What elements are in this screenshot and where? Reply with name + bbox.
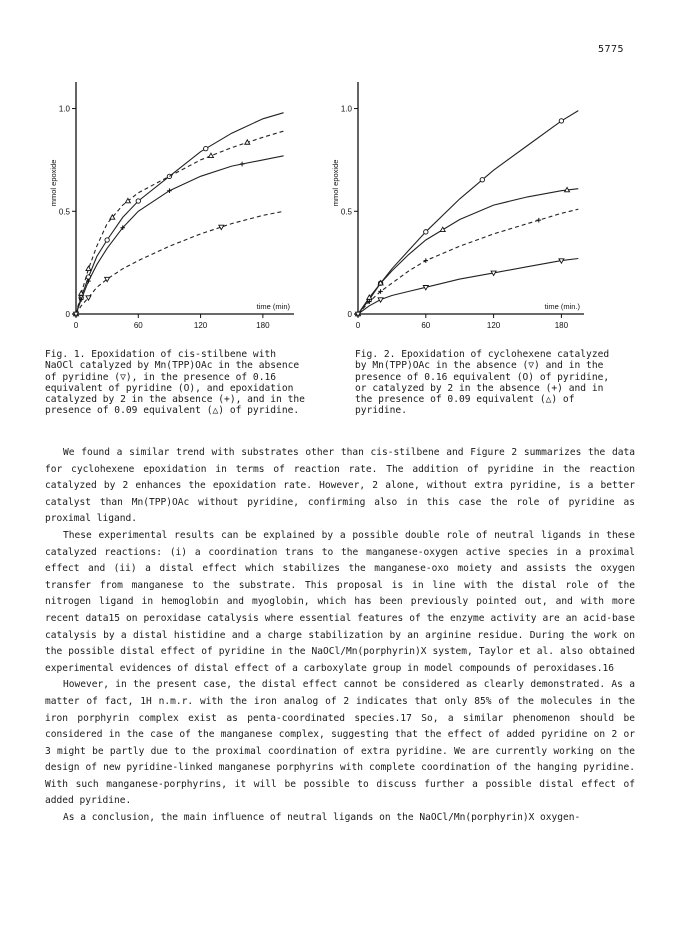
paragraph-4: As a conclusion, the main influence of neutral ligands on the NaOCl/Mn(porphyrin)X oxygen- <box>63 812 581 824</box>
marker-nabla <box>219 225 224 229</box>
series-line-plus <box>358 209 578 314</box>
series-line-nabla <box>76 211 284 314</box>
y-tick-label: 1.0 <box>340 104 352 114</box>
marker-nabla <box>378 298 383 302</box>
figure-1-caption: Fig. 1. Epoxidation of cis-stilbene with NaOCl catalyzed by Mn(TPP)OAc in the absence of pyridine (▽), in the presence of 0.16 equivalent of pyridine (O), and epoxidation catalyzed by 2 in the absence (+), and in the presence of 0.09 equivalent (△) of pyridine. <box>45 349 305 417</box>
marker-triangle <box>208 153 213 157</box>
series-line-plus <box>76 156 284 314</box>
marker-circle <box>204 146 208 150</box>
x-tick-label: 0 <box>73 321 79 330</box>
figure-1-chart <box>34 76 304 346</box>
series-line-triangle <box>76 131 284 314</box>
series-line-triangle <box>358 189 578 314</box>
marker-nabla <box>559 259 564 263</box>
body-text <box>45 445 635 827</box>
marker-triangle <box>565 187 570 191</box>
x-tick-label: 180 <box>554 321 569 330</box>
marker-plus <box>537 218 542 223</box>
x-tick-label: 120 <box>486 321 501 330</box>
marker-circle <box>480 178 484 182</box>
marker-nabla <box>86 296 91 300</box>
marker-nabla <box>423 285 428 289</box>
x-tick-label: 60 <box>133 321 143 330</box>
x-axis-label: time (min.) <box>544 302 580 311</box>
page-number: 5775 <box>598 44 625 55</box>
y-tick-label: 1.0 <box>58 104 70 114</box>
series-line-circle <box>76 113 284 314</box>
y-axis-label: mmol epoxide <box>331 159 340 207</box>
paragraph-2: These experimental results can be explained by a possible double role of neutral ligands in these catalyzed reactions: (i) a coordination trans to the manganese-oxygen active species in a proximal effect and (ii) a distal effect which stabilizes the manganese-oxo moiety and assists the oxygen transfer from manganese to the substrate. This proposal is in line with the distal role of the nitrogen ligand in hemoglobin and myoglobin, which has been previously pointed out, and with more recent data15 on peroxidase catalysis where essential features of the enzyme activity are an acid-base catalysis by a distal histidine and a charge stabilization by an arginine residue. During the work on the possible distal effect of pyridine in the NaOCl/Mn(porphyrin)X system, Taylor et al. also obtained experimental evidences of distal effect of a carboxylate group in model compounds of peroxidases.16 <box>45 529 635 674</box>
marker-triangle <box>86 266 91 270</box>
marker-plus <box>240 162 245 167</box>
y-axis-label: mmol epoxide <box>49 159 58 207</box>
y-tick-label: 0 <box>65 310 70 319</box>
x-axis-label: time (min) <box>256 302 290 311</box>
marker-circle <box>559 119 563 123</box>
x-tick-label: 60 <box>421 321 431 330</box>
marker-triangle <box>440 227 445 231</box>
x-tick-label: 180 <box>256 321 270 330</box>
figure-2-caption: Fig. 2. Epoxidation of cyclohexene catalyzed by Mn(TPP)OAc in the absence (▽) and in the presence of 0.16 equivalent (O) of pyridine, or catalyzed by 2 in the absence (+) and in the presence of 0.09 equivalent (△) of pyridine. <box>355 349 610 417</box>
paragraph-3: However, in the present case, the distal effect cannot be considered as clearly demonstrated. As a matter of fact, 1H n.m.r. with the iron analog of 2 indicates that only 85% of the molecules in the iron porphyrin complex exist as penta-coordinated species.17 So, a similar phenomenon should be considered in the case of the manganese complex, suggesting that the effect of added pyridine on 2 or 3 might be partly due to the proximal coordination of extra pyridine. We are currently working on the design of new pyridine-linked manganese porphyrins with complete coordination of the hanging pyridine. With such manganese-porphyrins, it will be possible to discuss further a possible distal effect of added pyridine. <box>45 679 635 807</box>
figure-2-chart <box>328 76 598 346</box>
marker-triangle <box>245 140 250 144</box>
marker-circle <box>424 230 428 234</box>
marker-nabla <box>491 271 496 275</box>
paragraph-1: We found a similar trend with substrates other than cis-stilbene and Figure 2 summarizes the data for cyclohexene epoxidation in terms of reaction rate. The addition of pyridine in the reaction catalyzed by 2 enhances the epoxidation rate. However, 2 alone, without extra pyridine, is a better catalyst than Mn(TPP)OAc without pyridine, confirming also in this case the role of pyridine as proximal ligand. <box>45 447 635 525</box>
marker-circle <box>136 199 140 203</box>
y-tick-label: 0 <box>347 310 352 319</box>
y-tick-label: 0.5 <box>58 207 70 217</box>
x-tick-label: 120 <box>193 321 208 330</box>
marker-circle <box>105 238 109 242</box>
y-tick-label: 0.5 <box>340 207 352 217</box>
x-tick-label: 0 <box>355 321 361 330</box>
